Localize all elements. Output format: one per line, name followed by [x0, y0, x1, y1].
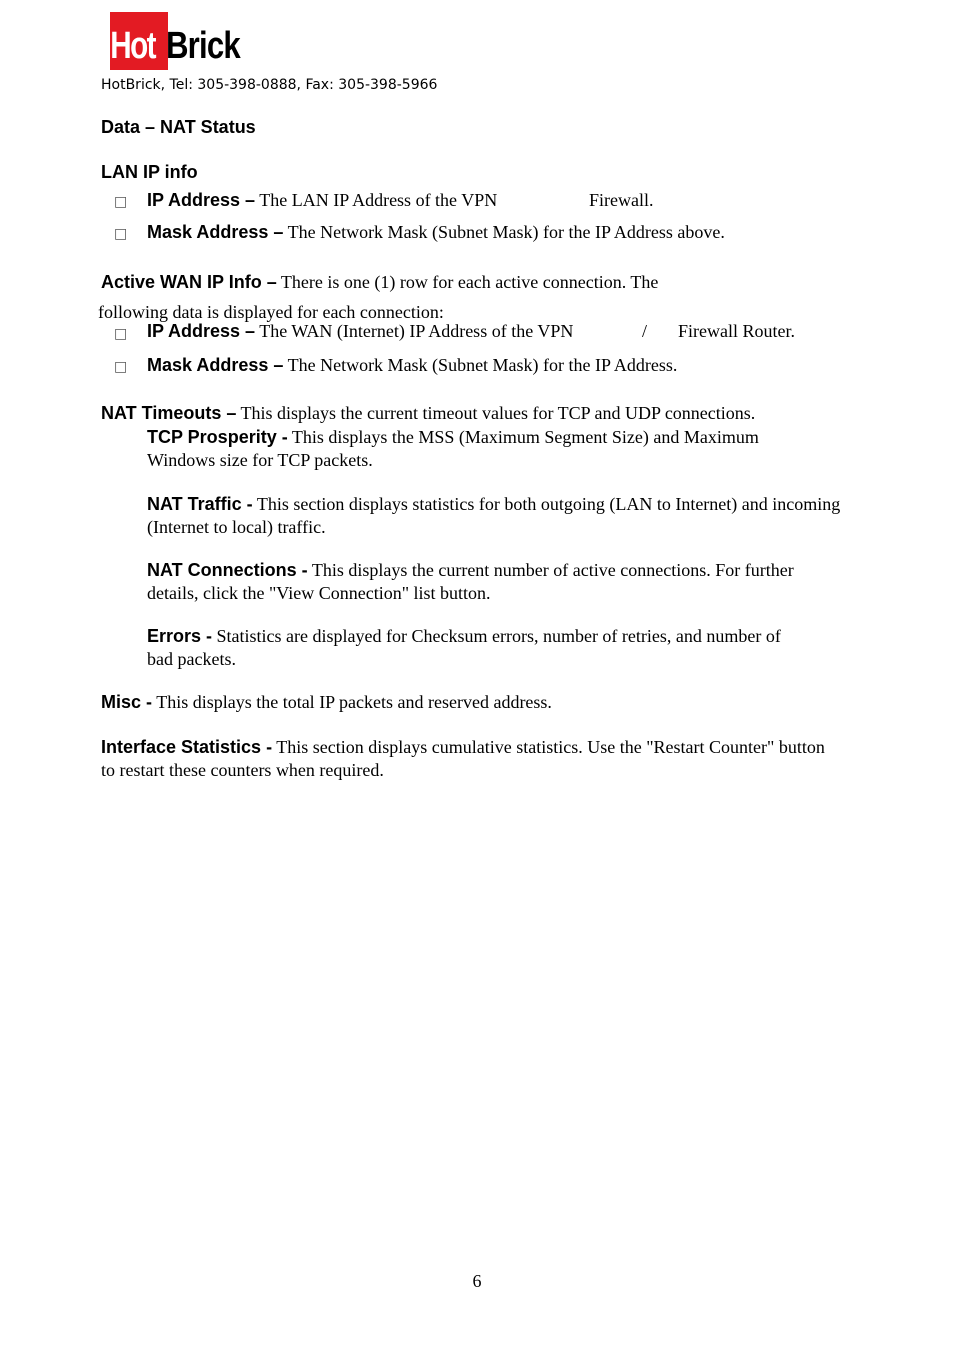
- misc-label: Misc -: [101, 692, 153, 712]
- interface-statistics-item: [101, 736, 825, 782]
- lan-heading: LAN IP info: [101, 162, 198, 182]
- wan-ip-item: [147, 321, 573, 342]
- tcp-prosperity-item: [147, 426, 759, 472]
- misc-item: [101, 692, 552, 713]
- lan-ip-text: The LAN IP Address of the VPN: [259, 190, 498, 210]
- bullet-icon: □: [114, 359, 128, 375]
- bullet-icon: □: [114, 326, 128, 342]
- lan-mask-text: The Network Mask (Subnet Mask) for the IP Address above.: [287, 222, 725, 242]
- wan-mask-label: Mask Address –: [147, 355, 284, 375]
- nat-timeouts-label: NAT Timeouts –: [101, 403, 237, 423]
- misc-text: This displays the total IP packets and reserved address.: [156, 692, 552, 712]
- nat-timeouts-item: [101, 403, 755, 424]
- nat-connections-text-continued: details, click the "View Connection" list button.: [147, 583, 491, 603]
- lan-mask-item: [147, 222, 725, 243]
- interface-statistics-label: Interface Statistics -: [101, 737, 273, 757]
- wan-mask-item: [147, 355, 677, 376]
- wan-intro: [101, 272, 658, 293]
- nat-traffic-text: This section displays statistics for both outgoing (LAN to Internet) and incoming: [256, 494, 841, 514]
- lan-ip-item: [147, 190, 497, 211]
- nat-connections-label: NAT Connections -: [147, 560, 308, 580]
- nat-traffic-label: NAT Traffic -: [147, 494, 253, 514]
- nat-traffic-text-continued: (Internet to local) traffic.: [147, 517, 326, 537]
- lan-mask-label: Mask Address –: [147, 222, 284, 242]
- wan-ip-text: The WAN (Internet) IP Address of the VPN: [259, 321, 574, 341]
- interface-statistics-text: This section displays cumulative statistics. Use the "Restart Counter" button: [276, 737, 825, 757]
- nat-traffic-item: [147, 493, 840, 539]
- logo-hot-text: Hot: [110, 25, 155, 67]
- wan-intro-text-continued: following data is displayed for each connection:: [98, 302, 444, 322]
- errors-item: [147, 625, 781, 671]
- wan-ip-label: IP Address –: [147, 321, 256, 341]
- tcp-prosperity-text: This displays the MSS (Maximum Segment Size) and Maximum: [291, 427, 759, 447]
- page-number: 6: [472, 1271, 482, 1291]
- errors-text-continued: bad packets.: [147, 649, 236, 669]
- nat-timeouts-text: This displays the current timeout values for TCP and UDP connections.: [240, 403, 756, 423]
- tcp-prosperity-label: TCP Prosperity -: [147, 427, 288, 447]
- lan-ip-label: IP Address –: [147, 190, 256, 210]
- wan-heading: Active WAN IP Info –: [101, 272, 277, 292]
- errors-text: Statistics are displayed for Checksum errors, number of retries, and number of: [216, 626, 781, 646]
- logo-brick-text: Brick: [166, 25, 240, 67]
- interface-statistics-text-continued: to restart these counters when required.: [101, 760, 384, 780]
- hotbrick-logo: [110, 12, 252, 70]
- header-contact: HotBrick, Tel: 305-398-0888, Fax: 305-398-5966: [101, 77, 438, 93]
- nat-connections-item: [147, 559, 794, 605]
- nat-connections-text: This displays the current number of active connections. For further: [311, 560, 794, 580]
- bullet-icon: □: [114, 194, 128, 210]
- wan-intro-text: There is one (1) row for each active connection. The: [280, 272, 659, 292]
- lan-ip-text-continued: Firewall.: [589, 190, 654, 210]
- tcp-prosperity-text-continued: Windows size for TCP packets.: [147, 450, 373, 470]
- wan-ip-text-continued: Firewall Router.: [678, 321, 795, 341]
- wan-ip-separator: /: [642, 321, 648, 341]
- errors-label: Errors -: [147, 626, 213, 646]
- wan-mask-text: The Network Mask (Subnet Mask) for the IP Address.: [287, 355, 678, 375]
- page-title: Data – NAT Status: [101, 117, 256, 137]
- bullet-icon: □: [114, 226, 128, 242]
